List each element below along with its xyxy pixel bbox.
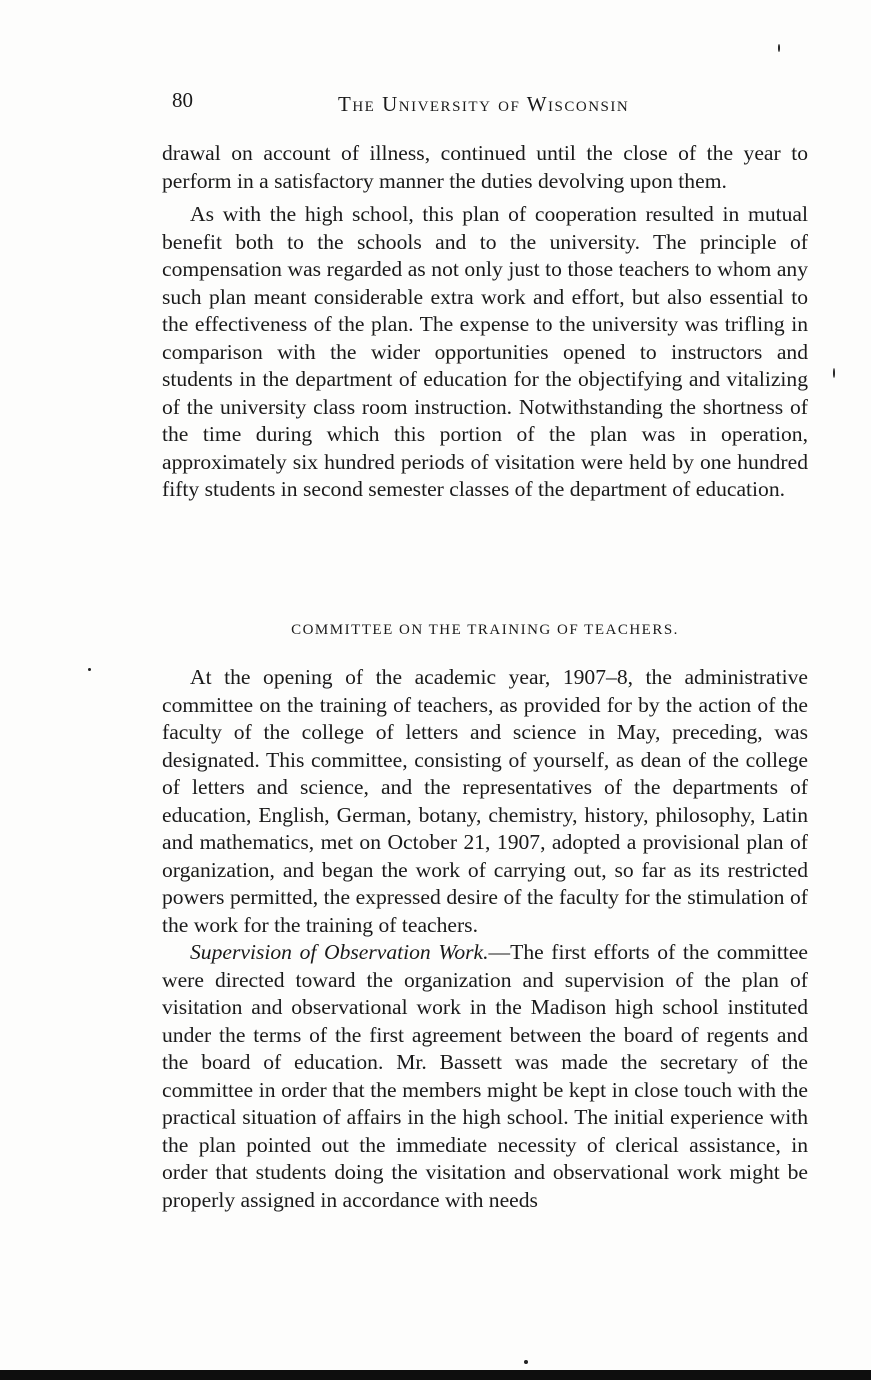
paragraph-supervision <box>162 939 808 1214</box>
paragraph-continued: drawal on account of illness, continued until the close of the year to perform in a satisfactory manner the duties devolving upon them. <box>162 141 808 193</box>
page-header <box>172 88 812 118</box>
section-heading: COMMITTEE ON THE TRAINING OF TEACHERS. <box>291 622 679 638</box>
scan-speck <box>88 668 91 671</box>
running-head: The University of Wisconsin <box>338 92 630 116</box>
top-text-block <box>162 140 808 504</box>
paragraph-cooperation: As with the high school, this plan of cooperation resulted in mutual benefit both to the schools and to the university. The principle of compensation was regarded as not only just to those teachers to whom any such plan meant considerable extra work and effort, but also essential to the effectiveness of the plan. The expense to the university was trifling in comparison with the wider opportunities opened to instructors and students in the department of education for the objectifying and vitalizing of the university class room instruction. Notwithstanding the shortness of the time during which this portion of the plan was in operation, approximately six hundred periods of visitation were held by one hundred fifty students in second semester classes of the department of education. <box>162 202 808 501</box>
paragraph-supervision-body: —The first efforts of the committee were directed toward the organization and supervision of the plan of visitation and observational work in the Madison high school instituted under the terms of the first agreement between the board of regents and the board of education. Mr. Bassett was made the secretary of the committee in order that the members might be kept in close touch with the practical situation of affairs in the high school. The initial experience with the plan pointed out the immediate necessity of clerical assistance, in order that students doing the visitation and observational work might be properly assigned in accordance with needs <box>162 940 808 1212</box>
bottom-text-block <box>162 664 808 1214</box>
paragraph-committee: At the opening of the academic year, 1907–8, the administrative committee on the training of teachers, as provided for by the action of the faculty of the college of letters and science in May, preceding, was designated. This committee, consisting of yourself, as dean of the college of letters and science, and the representatives of the departments of education, English, German, botany, chemistry, history, philosophy, Latin and mathematics, met on October 21, 1907, adopted a provisional plan of organization, and began the work of carrying out, so far as its restricted powers permitted, the expressed desire of the faculty for the stimulation of the work for the training of teachers. <box>162 665 808 937</box>
scan-speck <box>524 1360 528 1364</box>
scan-speck <box>778 44 780 52</box>
scan-bottom-edge <box>0 1370 871 1380</box>
paragraph-lead-italic: Supervision of Observation Work. <box>190 940 489 964</box>
page-number: 80 <box>172 88 193 112</box>
scan-speck <box>833 368 835 378</box>
